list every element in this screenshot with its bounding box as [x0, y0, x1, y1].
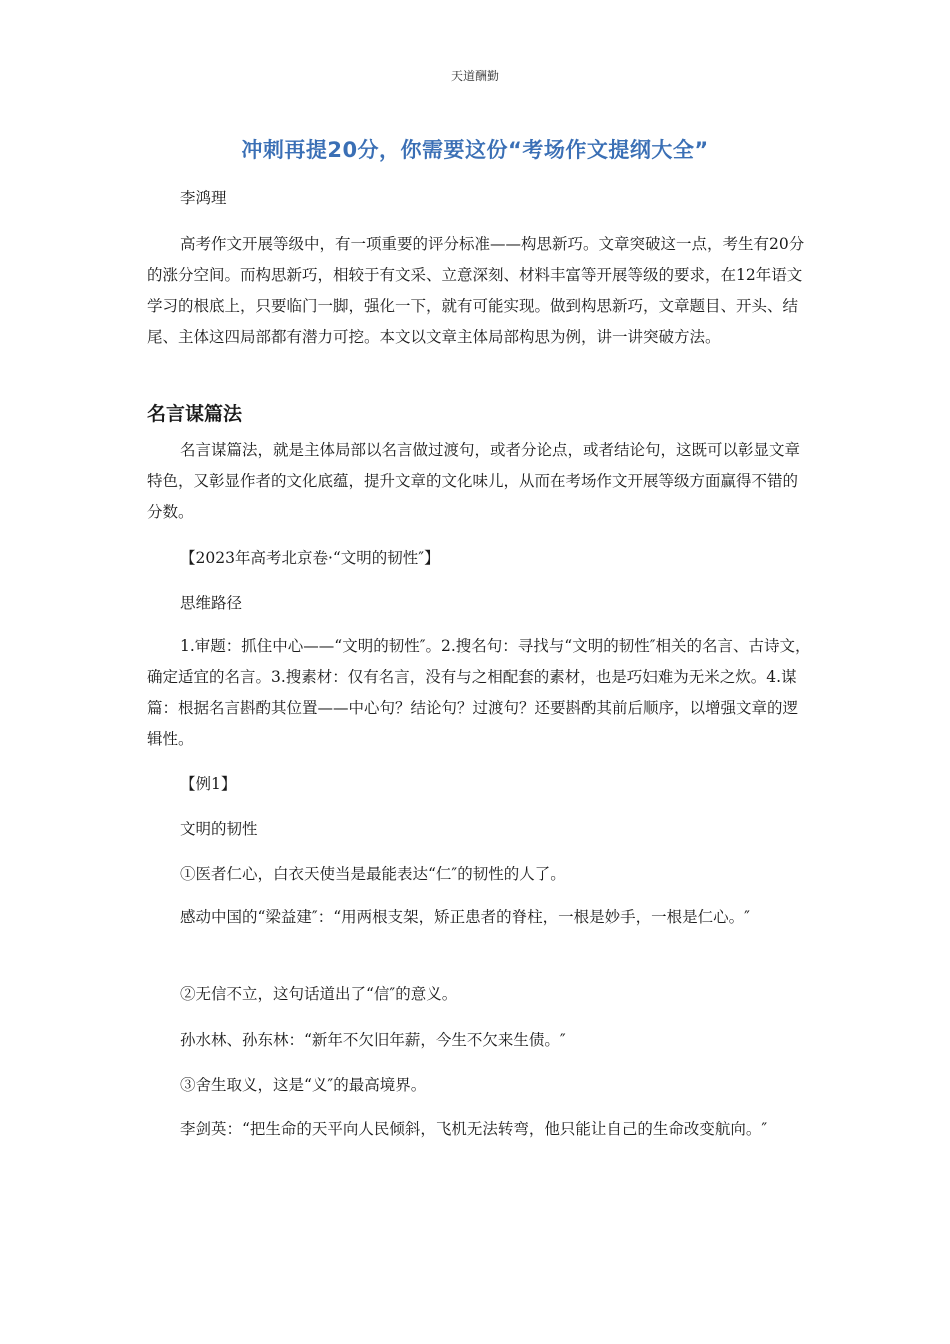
point-three: ③舍生取义，这是“义″的最高境界。: [180, 1076, 427, 1094]
steps-paragraph: [147, 631, 813, 755]
quote-one-paragraph: [147, 902, 813, 933]
section-heading: 名言谋篇法: [147, 403, 243, 425]
thinking-path-label: 思维路径: [180, 594, 243, 612]
example-title: 文明的韧性: [180, 820, 258, 838]
quote-two: 孙水林、孙东林：“新年不欠旧年薪，今生不欠来生债。″: [180, 1031, 566, 1049]
page-header: 天道酬勤: [450, 69, 499, 83]
example-label: 【例1】: [180, 775, 237, 793]
intro-text: 高考作文开展等级中，有一项重要的评分标准——构思新巧。文章突破这一点，考生有20分的涨分空间。而构思新巧，相较于有文采、立意深刻、材料丰富等开展等级的要求，在12年语文学习的根底上，只要临门一脚，强化一下，就有可能实现。做到构思新巧，文章题目、开头、结尾、主体这四局部都有潜力可挖。本文以文章主体局部构思为例，讲一讲突破方法。: [147, 235, 805, 346]
point-two: ②无信不立，这句话道出了“信″的意义。: [180, 985, 458, 1003]
point-one: ①医者仁心，白衣天使当是最能表达“仁″的韧性的人了。: [180, 865, 566, 883]
steps-text: 1.审题：抓住中心——“文明的韧性″。2.搜名句：寻找与“文明的韧性″相关的名言、古诗文，确定适宜的名言。3.搜素材：仅有名言，没有与之相配套的素材，也是巧妇难为无米之炊。4.谋篇：根据名言斟酌其位置——中心句？结论句？过渡句？还要斟酌其前后顺序，以增强文章的逻辑性。: [147, 637, 811, 748]
quote-one-text: 感动中国的“梁益建″：“用两根支架，矫正患者的脊柱，一根是妙手，一根是仁心。″: [180, 908, 750, 926]
author-name: 李鸿理: [180, 189, 227, 207]
exam-label: 【2023年高考北京卷·“文明的韧性″】: [180, 549, 440, 567]
quote-three-text: 李剑英：“把生命的天平向人民倾斜，飞机无法转弯，他只能让自己的生命改变航向。″: [180, 1120, 768, 1138]
section-body-text: 名言谋篇法，就是主体局部以名言做过渡句，或者分论点，或者结论句，这既可以彰显文章特色，又彰显作者的文化底蕴，提升文章的文化味儿，从而在考场作文开展等级方面赢得不错的分数。: [147, 441, 801, 521]
quote-three-paragraph: [147, 1114, 813, 1145]
section-paragraph: [147, 435, 813, 528]
article-title: 冲刺再提20分，你需要这份“考场作文提纲大全”: [241, 138, 709, 162]
intro-paragraph: [147, 229, 813, 353]
